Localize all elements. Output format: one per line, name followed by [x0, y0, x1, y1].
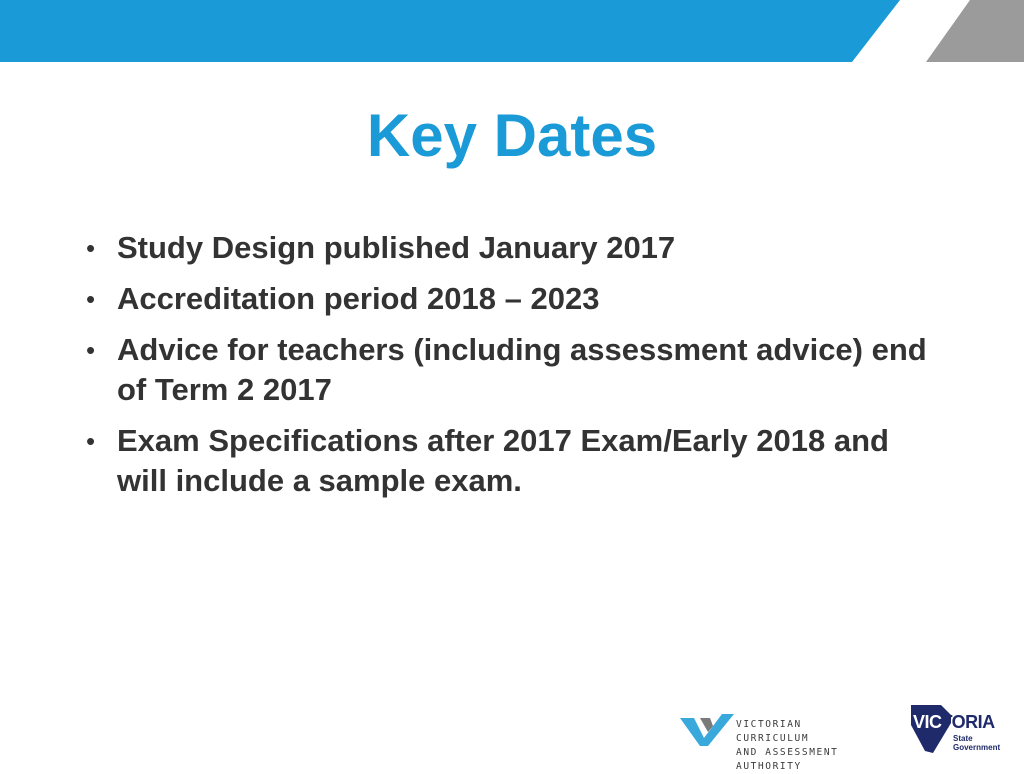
bullet-item: [84, 279, 944, 319]
bullet-dot: •: [86, 426, 96, 456]
vcaa-wordmark: [736, 718, 880, 774]
bullet-text: Exam Specifications after 2017 Exam/Early 2018 and will include a sample exam.: [117, 423, 889, 498]
vcaa-line-2: AND ASSESSMENT AUTHORITY: [736, 747, 839, 772]
victoria-sub-line-2: Government: [953, 743, 1001, 752]
victoria-wordmark: VICTORIA: [913, 712, 995, 732]
bullet-item: [84, 330, 944, 410]
bullet-dot: •: [86, 284, 96, 314]
bullet-item: [84, 421, 944, 501]
bullet-dot: •: [86, 335, 96, 365]
vcaa-line-1: VICTORIAN CURRICULUM: [736, 719, 810, 744]
bullet-dot: •: [86, 233, 96, 263]
victoria-subtitle: [953, 734, 1000, 752]
slide-title: Key Dates: [366, 102, 658, 169]
vcaa-logo: [680, 712, 880, 772]
bullet-item: [84, 228, 944, 268]
bullet-text: Advice for teachers (including assessment advice) end of Term 2 2017: [117, 332, 927, 407]
bullet-list: [84, 228, 944, 512]
header-band: [0, 0, 1024, 62]
vcaa-check-icon: [680, 714, 734, 748]
victoria-sub-line-1: State: [953, 734, 973, 743]
bullet-text: Accreditation period 2018 – 2023: [117, 281, 600, 316]
bullet-text: Study Design published January 2017: [117, 230, 676, 265]
victoria-government-logo: [911, 703, 1003, 755]
